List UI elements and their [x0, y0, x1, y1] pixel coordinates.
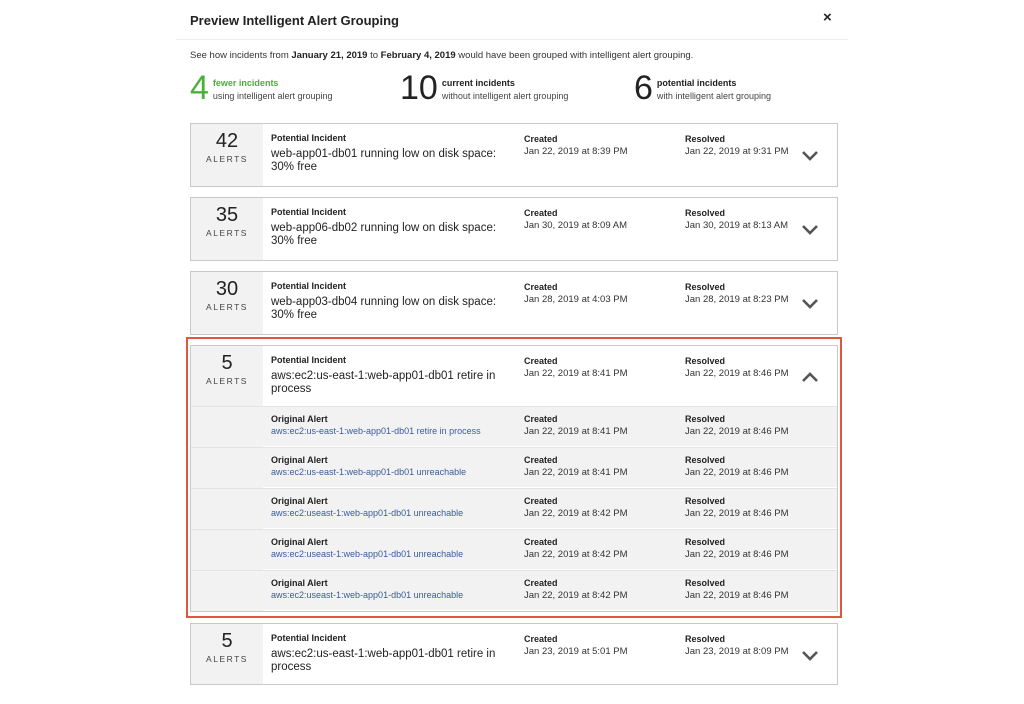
- potential-incident-label: Potential Incident: [271, 633, 347, 643]
- alerts-label: ALERTS: [206, 302, 248, 312]
- created-label: Created: [524, 282, 558, 292]
- alert-count-box: [191, 272, 263, 334]
- chevron-up-icon[interactable]: [801, 370, 819, 384]
- intro-text: [190, 50, 693, 61]
- stat-current-label: current incidents: [441, 78, 515, 88]
- potential-incident-label: Potential Incident: [271, 355, 347, 365]
- resolved-value: Jan 22, 2019 at 8:46 PM: [685, 467, 789, 478]
- resolved-value: Jan 22, 2019 at 8:46 PM: [685, 426, 789, 437]
- original-alert-label: Original Alert: [271, 496, 328, 506]
- resolved-label: Resolved: [685, 578, 726, 588]
- original-alert-label: Original Alert: [271, 414, 328, 424]
- created-label: Created: [524, 208, 558, 218]
- intro-end-date: February 4, 2019: [380, 50, 456, 61]
- original-alert-link[interactable]: aws:ec2:useast-1:web-app01-db01 unreachable: [271, 590, 464, 600]
- created-label: Created: [524, 496, 558, 506]
- alert-count-box: [191, 624, 263, 684]
- alert-count: 30: [215, 278, 239, 300]
- original-alert-row: [191, 406, 837, 446]
- original-alert-row: [191, 488, 837, 528]
- original-alert-row: [191, 529, 837, 569]
- resolved-label: Resolved: [685, 208, 726, 218]
- intro-start-date: January 21, 2019: [291, 50, 368, 61]
- original-alert-label: Original Alert: [271, 537, 328, 547]
- incident-card-expanded[interactable]: [190, 345, 838, 612]
- incident-card[interactable]: [190, 123, 838, 187]
- original-alert-row: [191, 447, 837, 487]
- alert-grouping-dialog: [176, 0, 848, 704]
- alert-count: 5: [221, 630, 233, 652]
- created-label: Created: [524, 537, 558, 547]
- incident-title: aws:ec2:us-east-1:web-app01-db01 retire in process: [271, 370, 496, 395]
- resolved-value: Jan 22, 2019 at 9:31 PM: [685, 146, 789, 157]
- original-alert-row: [191, 570, 837, 610]
- dialog-title: Preview Intelligent Alert Grouping: [190, 13, 399, 28]
- resolved-label: Resolved: [685, 537, 726, 547]
- created-label: Created: [524, 578, 558, 588]
- resolved-label: Resolved: [685, 634, 726, 644]
- resolved-value: Jan 22, 2019 at 8:46 PM: [685, 549, 789, 560]
- incident-title: web-app03-db04 running low on disk space: 30% free: [271, 296, 497, 321]
- alerts-label: ALERTS: [206, 154, 248, 164]
- alerts-label: ALERTS: [206, 654, 248, 664]
- resolved-label: Resolved: [685, 455, 726, 465]
- chevron-down-icon[interactable]: [801, 148, 819, 162]
- stat-fewer-label: fewer incidents: [212, 78, 279, 88]
- alert-count-box: [191, 198, 263, 260]
- created-value: Jan 23, 2019 at 5:01 PM: [524, 646, 628, 657]
- stat-potential-label: potential incidents: [656, 78, 737, 88]
- created-value: Jan 22, 2019 at 8:41 PM: [524, 368, 628, 379]
- potential-incident-label: Potential Incident: [271, 207, 347, 217]
- stat-current-value: 10: [400, 69, 438, 107]
- intro-suffix: would have been grouped with intelligent alert grouping.: [455, 50, 694, 61]
- original-alert-link[interactable]: aws:ec2:useast-1:web-app01-db01 unreachable: [271, 508, 464, 518]
- created-value: Jan 22, 2019 at 8:41 PM: [524, 426, 628, 437]
- stat-potential-sub: with intelligent alert grouping: [656, 91, 771, 101]
- header-divider: [176, 39, 848, 40]
- chevron-down-icon[interactable]: [801, 296, 819, 310]
- incident-title: web-app06-db02 running low on disk space: 30% free: [271, 222, 497, 247]
- created-value: Jan 22, 2019 at 8:42 PM: [524, 549, 628, 560]
- chevron-down-icon[interactable]: [801, 648, 819, 662]
- incident-title: aws:ec2:us-east-1:web-app01-db01 retire in process: [271, 648, 496, 673]
- created-value: Jan 22, 2019 at 8:39 PM: [524, 146, 628, 157]
- resolved-label: Resolved: [685, 134, 726, 144]
- stat-potential-value: 6: [634, 69, 653, 107]
- resolved-value: Jan 22, 2019 at 8:46 PM: [685, 368, 789, 379]
- chevron-down-icon[interactable]: [801, 222, 819, 236]
- created-label: Created: [524, 455, 558, 465]
- potential-incident-label: Potential Incident: [271, 281, 347, 291]
- original-alert-link[interactable]: aws:ec2:us-east-1:web-app01-db01 retire in process: [271, 426, 481, 436]
- created-value: Jan 30, 2019 at 8:09 AM: [524, 220, 627, 231]
- stat-fewer-incidents: [190, 68, 333, 108]
- incident-title: web-app01-db01 running low on disk space: 30% free: [271, 148, 497, 173]
- alerts-label: ALERTS: [206, 376, 248, 386]
- resolved-label: Resolved: [685, 282, 726, 292]
- created-label: Created: [524, 134, 558, 144]
- alert-count-box: [191, 124, 263, 186]
- stat-fewer-value: 4: [190, 69, 209, 107]
- resolved-value: Jan 22, 2019 at 8:46 PM: [685, 508, 789, 519]
- alert-count: 35: [215, 204, 239, 226]
- resolved-label: Resolved: [685, 414, 726, 424]
- intro-middle: to: [367, 50, 381, 61]
- created-value: Jan 28, 2019 at 4:03 PM: [524, 294, 628, 305]
- alert-count: 5: [221, 352, 233, 374]
- stat-potential-incidents: [634, 68, 771, 108]
- created-value: Jan 22, 2019 at 8:42 PM: [524, 590, 628, 601]
- original-alert-link[interactable]: aws:ec2:us-east-1:web-app01-db01 unreachable: [271, 467, 467, 477]
- alerts-label: ALERTS: [206, 228, 248, 238]
- original-alert-link[interactable]: aws:ec2:useast-1:web-app01-db01 unreachable: [271, 549, 464, 559]
- stat-current-sub: without intelligent alert grouping: [441, 91, 569, 101]
- resolved-value: Jan 22, 2019 at 8:46 PM: [685, 590, 789, 601]
- created-label: Created: [524, 356, 558, 366]
- potential-incident-label: Potential Incident: [271, 133, 347, 143]
- resolved-label: Resolved: [685, 356, 726, 366]
- resolved-value: Jan 23, 2019 at 8:09 PM: [685, 646, 789, 657]
- created-value: Jan 22, 2019 at 8:42 PM: [524, 508, 628, 519]
- resolved-label: Resolved: [685, 496, 726, 506]
- original-alert-label: Original Alert: [271, 578, 328, 588]
- incident-card[interactable]: [190, 271, 838, 335]
- incident-card[interactable]: [190, 197, 838, 261]
- created-value: Jan 22, 2019 at 8:41 PM: [524, 467, 628, 478]
- resolved-value: Jan 30, 2019 at 8:13 AM: [685, 220, 788, 231]
- stat-current-incidents: [400, 68, 568, 108]
- incident-card[interactable]: [190, 623, 838, 685]
- resolved-value: Jan 28, 2019 at 8:23 PM: [685, 294, 789, 305]
- stat-fewer-sub: using intelligent alert grouping: [212, 91, 333, 101]
- intro-prefix: See how incidents from: [190, 50, 292, 61]
- alert-count: 42: [215, 130, 239, 152]
- created-label: Created: [524, 414, 558, 424]
- original-alert-label: Original Alert: [271, 455, 328, 465]
- created-label: Created: [524, 634, 558, 644]
- close-icon[interactable]: ×: [823, 9, 832, 26]
